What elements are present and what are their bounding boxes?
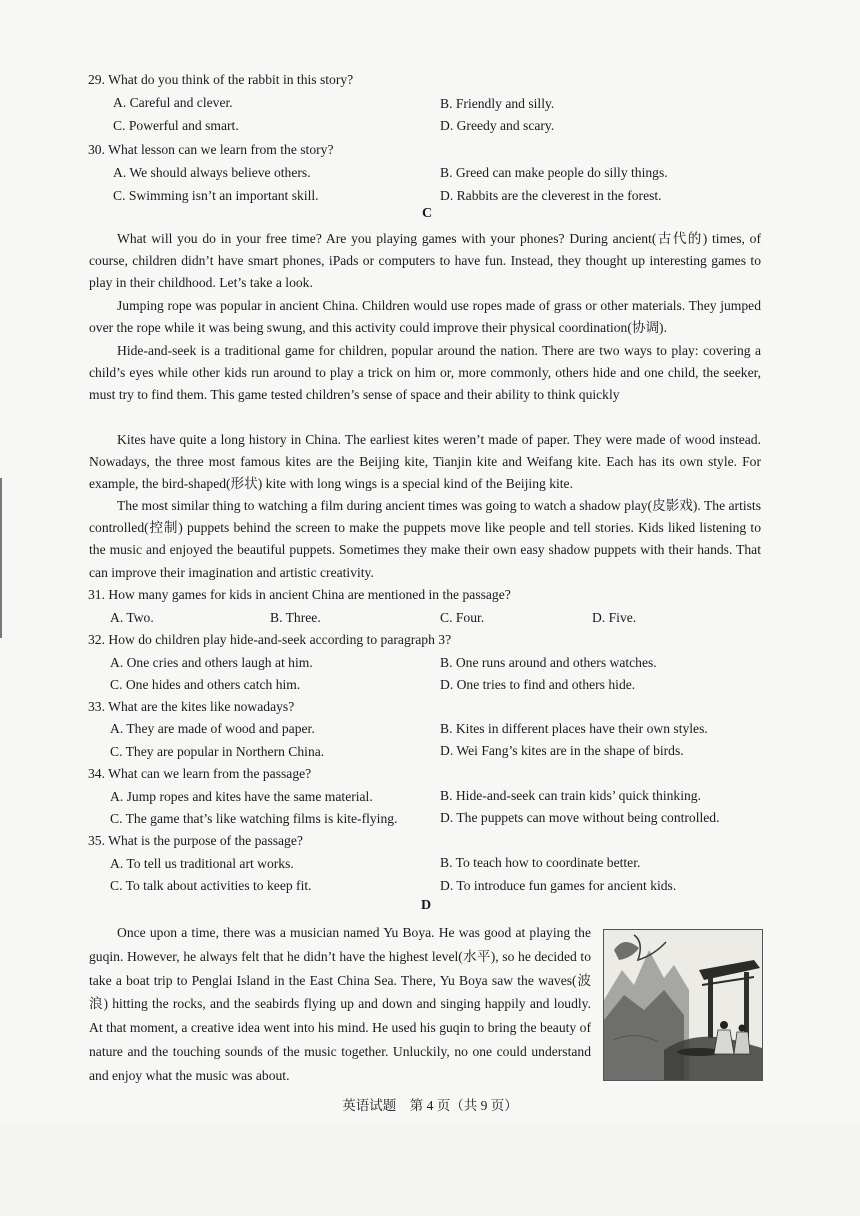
binding-margin-line: [0, 478, 2, 638]
q29-option-d: D. Greedy and scary.: [440, 118, 555, 133]
q31-option-a: A. Two.: [110, 610, 154, 625]
q30-option-d: D. Rabbits are the cleverest in the forest.: [440, 188, 662, 203]
q34-option-a: A. Jump ropes and kites have the same material.: [110, 789, 373, 804]
section-c-paragraph-2: [89, 295, 761, 339]
landscape-painting-image: [604, 930, 762, 1080]
q32-option-b: B. One runs around and others watches.: [440, 655, 657, 670]
paragraph-text: Jumping rope was popular in ancient China. Children would use ropes made of grass or other materials. They jumped over the rope while it was being swung, and this activity could improve their physical coordination(协调).: [89, 298, 761, 336]
q32-option-a: A. One cries and others laugh at him.: [110, 655, 313, 670]
paragraph-text: What will you do in your free time? Are you playing games with your phones? During ancient(古代的) times, of course, children didn’t have smart phones, iPads or computers to have fun. Instead, they thought up interesting games to play in their childhood. Let’s take a look.: [89, 231, 761, 291]
q33-option-c: C. They are popular in Northern China.: [110, 744, 325, 759]
q35-option-a: A. To tell us traditional art works.: [110, 856, 294, 871]
q33-option-b: B. Kites in different places have their own styles.: [440, 721, 708, 736]
q33-stem: 33. What are the kites like nowadays?: [88, 699, 295, 714]
q31-stem: 31. How many games for kids in ancient China are mentioned in the passage?: [88, 587, 511, 602]
section-c-paragraph-5: [89, 495, 761, 584]
paragraph-text: The most similar thing to watching a film during ancient times was going to watch a shadow play(皮影戏). The artists controlled(控制) puppets behind the screen to make the puppets move like people and tell stories. Kids liked listening to the music and enjoyed the beautiful puppets. Sometimes they make their own easy shadow puppets with their hands. That can improve their imagination and artistic creativity.: [89, 498, 761, 580]
q29-option-b: B. Friendly and silly.: [440, 96, 555, 111]
section-c-paragraph-3: [89, 340, 761, 407]
q30-option-c: C. Swimming isn’t an important skill.: [113, 188, 319, 203]
q35-stem: 35. What is the purpose of the passage?: [88, 833, 303, 848]
q32-option-c: C. One hides and others catch him.: [110, 677, 301, 692]
q33-option-d: D. Wei Fang’s kites are in the shape of birds.: [440, 743, 684, 758]
q31-option-d: D. Five.: [592, 610, 637, 625]
section-c-paragraph-1: [89, 228, 761, 295]
q32-option-d: D. One tries to find and others hide.: [440, 677, 636, 692]
section-d-paragraph: [89, 921, 591, 1088]
q35-option-d: D. To introduce fun games for ancient kids.: [440, 878, 677, 893]
ink-painting-illustration: [603, 929, 763, 1081]
q29-stem: 29. What do you think of the rabbit in this story?: [88, 72, 354, 87]
q32-stem: 32. How do children play hide-and-seek according to paragraph 3?: [88, 632, 452, 647]
q33-option-a: A. They are made of wood and paper.: [110, 721, 315, 736]
q35-option-b: B. To teach how to coordinate better.: [440, 855, 641, 870]
q34-option-c: C. The game that’s like watching films is kite-flying.: [110, 811, 398, 826]
q35-option-c: C. To talk about activities to keep fit.: [110, 878, 312, 893]
section-d-letter: D: [421, 898, 432, 913]
section-c-letter: C: [422, 206, 433, 221]
q34-stem: 34. What can we learn from the passage?: [88, 766, 312, 781]
q30-option-b: B. Greed can make people do silly things.: [440, 165, 668, 180]
q30-option-a: A. We should always believe others.: [113, 165, 311, 180]
q31-option-b: B. Three.: [270, 610, 321, 625]
q29-option-c: C. Powerful and smart.: [113, 118, 239, 133]
q30-stem: 30. What lesson can we learn from the story?: [88, 142, 334, 157]
page-footer: 英语试题 第 4 页（共 9 页）: [342, 1098, 518, 1113]
paragraph-text: Once upon a time, there was a musician named Yu Boya. He was good at playing the guqin. However, he always felt that he didn’t have the highest level(水平), so he decided to take a boat trip to Penglai Island in the East China Sea. There, Yu Boya saw the waves(波浪) hitting the rocks, and the seabirds flying up and down and singing happily and loudly. At that moment, a creative idea went into his mind. He used his guqin to bring the beauty of nature and the touching sounds of the music together. Unluckily, no one could understand and enjoy what the music was about.: [89, 925, 591, 1083]
q29-option-a: A. Careful and clever.: [113, 95, 233, 110]
q34-option-b: B. Hide-and-seek can train kids’ quick thinking.: [440, 788, 701, 803]
q34-option-d: D. The puppets can move without being controlled.: [440, 810, 720, 825]
section-c-paragraph-4: [89, 429, 761, 496]
paragraph-text: Hide-and-seek is a traditional game for children, popular around the nation. There are two ways to play: covering a child’s eyes while other kids run around to play a trick on him or, more commonly, others hide and one child, the seeker, must try to find them. This game tested children’s sense of space and their ability to think quickly: [89, 343, 761, 403]
q31-option-c: C. Four.: [440, 610, 485, 625]
paragraph-text: Kites have quite a long history in China. The earliest kites weren’t made of paper. They were made of wood instead. Nowadays, the three most famous kites are the Beijing kite, Tianjin kite and Weifang kite. Each has its own style. For example, the bird-shaped(形状) kite with long wings is a special kind of the Beijing kite.: [89, 432, 761, 492]
